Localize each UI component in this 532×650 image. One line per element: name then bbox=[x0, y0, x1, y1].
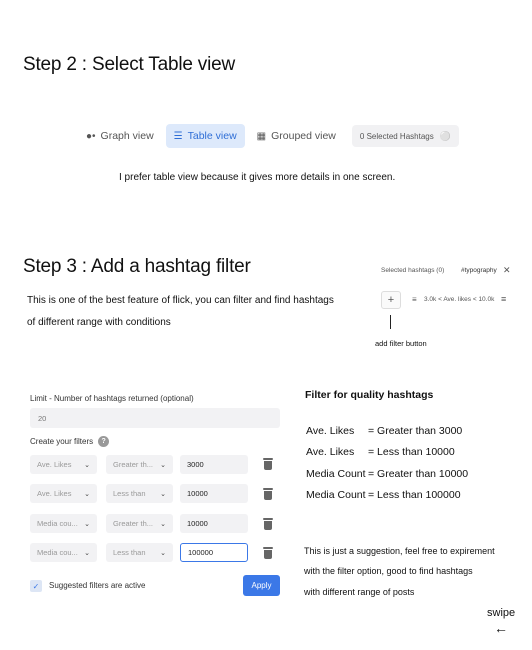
selected-hashtags-button[interactable] bbox=[352, 125, 459, 147]
step3-title: Step 3 : Add a hashtag filter bbox=[23, 256, 251, 277]
quality-row-rule: = Greater than 3000 bbox=[368, 425, 463, 437]
left-arrow-icon: ← bbox=[494, 620, 508, 636]
trash-icon[interactable] bbox=[263, 488, 273, 500]
check-icon: ✓ bbox=[32, 581, 40, 591]
selected-hashtags-label: 0 Selected Hashtags bbox=[359, 131, 434, 141]
filter-options-icon[interactable]: ≡ bbox=[501, 294, 507, 304]
filter-value-input[interactable] bbox=[180, 484, 248, 503]
filter-operator-select[interactable] bbox=[106, 543, 173, 562]
graph-icon: ●• bbox=[86, 130, 96, 142]
chevron-down-icon: ⌄ bbox=[84, 461, 90, 469]
filter-field-value: Media cou... bbox=[37, 519, 78, 528]
filter-field-value: Ave. Likes bbox=[37, 460, 72, 469]
pointer-line bbox=[390, 315, 391, 329]
filter-value-input[interactable] bbox=[180, 455, 248, 474]
filter-field-select[interactable] bbox=[30, 455, 97, 474]
typography-tag[interactable]: #typography bbox=[461, 267, 497, 274]
swipe-label: swipe bbox=[487, 607, 516, 619]
suggestion-note-line2: with the filter option, good to find hashtags bbox=[304, 566, 473, 576]
chevron-down-icon: ⌄ bbox=[160, 461, 166, 469]
filter-value-input[interactable] bbox=[180, 514, 248, 533]
step2-title: Step 2 : Select Table view bbox=[23, 54, 236, 75]
quality-row-metric: Media Count bbox=[306, 489, 366, 501]
quality-row-rule: = Greater than 10000 bbox=[368, 468, 469, 480]
grouped-view-button[interactable] bbox=[249, 124, 344, 148]
filter-operator-value: Greater th... bbox=[113, 519, 154, 528]
filter-value-input[interactable] bbox=[180, 543, 248, 562]
chevron-down-icon: ⌄ bbox=[84, 490, 90, 498]
filter-operator-select[interactable] bbox=[106, 484, 173, 503]
chevron-down-icon: ⌄ bbox=[84, 549, 90, 557]
filter-field-value: Ave. Likes bbox=[37, 489, 72, 498]
table-view-label: Table view bbox=[187, 130, 237, 142]
table-icon: ☰ bbox=[173, 130, 183, 142]
create-filters-label: Create your filters bbox=[30, 437, 94, 446]
suggestion-note-line1: This is just a suggestion, feel free to expirement bbox=[304, 546, 495, 556]
quality-row-metric: Ave. Likes bbox=[306, 446, 355, 458]
suggestion-note-line3: with different range of posts bbox=[304, 587, 415, 597]
step3-desc-line2: of different range with conditions bbox=[27, 317, 171, 328]
quality-row-metric: Media Count bbox=[306, 468, 366, 480]
selected-hashtags-small: Selected hashtags (0) bbox=[381, 267, 445, 274]
add-filter-button[interactable] bbox=[381, 291, 401, 309]
graph-view-button[interactable] bbox=[78, 124, 162, 148]
view-switcher bbox=[78, 124, 459, 148]
table-view-button[interactable] bbox=[166, 124, 245, 148]
step2-description: I prefer table view because it gives more details in one screen. bbox=[119, 172, 396, 183]
filter-value: 10000 bbox=[187, 519, 208, 528]
add-filter-caption: add filter button bbox=[375, 339, 427, 348]
close-icon[interactable]: ✕ bbox=[503, 265, 511, 275]
limit-value: 20 bbox=[38, 413, 47, 423]
limit-input[interactable] bbox=[30, 408, 280, 428]
quality-row-rule: = Less than 10000 bbox=[368, 446, 455, 458]
quality-row-rule: = Less than 100000 bbox=[368, 489, 461, 501]
filter-operator-select[interactable] bbox=[106, 514, 173, 533]
step3-desc-line1: This is one of the best feature of flick, you can filter and find hashtags bbox=[27, 295, 334, 306]
chevron-down-icon: ⌄ bbox=[160, 549, 166, 557]
create-filters-heading bbox=[30, 436, 109, 447]
filter-field-select[interactable] bbox=[30, 514, 97, 533]
filter-value: 100000 bbox=[188, 548, 214, 557]
filter-operator-value: Less than bbox=[113, 548, 146, 557]
chevron-down-icon: ⌄ bbox=[84, 520, 90, 528]
filter-field-select[interactable] bbox=[30, 543, 97, 562]
chevron-down-icon: ⌄ bbox=[160, 520, 166, 528]
limit-label: Limit - Number of hashtags returned (optional) bbox=[30, 394, 194, 403]
plus-icon: + bbox=[387, 294, 395, 306]
grouped-view-label: Grouped view bbox=[271, 130, 336, 142]
filter-operator-select[interactable] bbox=[106, 455, 173, 474]
graph-view-label: Graph view bbox=[100, 130, 154, 142]
eye-off-icon: ⚪ bbox=[439, 130, 451, 141]
suggested-filters-checkbox[interactable] bbox=[30, 580, 42, 592]
filter-operator-value: Greater th... bbox=[113, 460, 154, 469]
filter-field-value: Media cou... bbox=[37, 548, 78, 557]
trash-icon[interactable] bbox=[263, 458, 273, 470]
chevron-down-icon: ⌄ bbox=[160, 490, 166, 498]
filter-icon: ≡ bbox=[412, 295, 417, 304]
quality-title: Filter for quality hashtags bbox=[305, 389, 434, 401]
trash-icon[interactable] bbox=[263, 518, 273, 530]
filter-value: 3000 bbox=[187, 460, 204, 469]
quality-row-metric: Ave. Likes bbox=[306, 425, 355, 437]
help-icon[interactable]: ? bbox=[98, 436, 109, 447]
trash-icon[interactable] bbox=[263, 547, 273, 559]
filter-field-select[interactable] bbox=[30, 484, 97, 503]
suggested-filters-label: Suggested filters are active bbox=[49, 581, 146, 590]
filter-value: 10000 bbox=[187, 489, 208, 498]
grid-icon: ▦ bbox=[256, 130, 267, 142]
filter-operator-value: Less than bbox=[113, 489, 146, 498]
filter-summary[interactable]: 3.0k < Ave. likes < 10.0k bbox=[424, 296, 495, 303]
apply-button[interactable]: Apply bbox=[243, 575, 280, 596]
